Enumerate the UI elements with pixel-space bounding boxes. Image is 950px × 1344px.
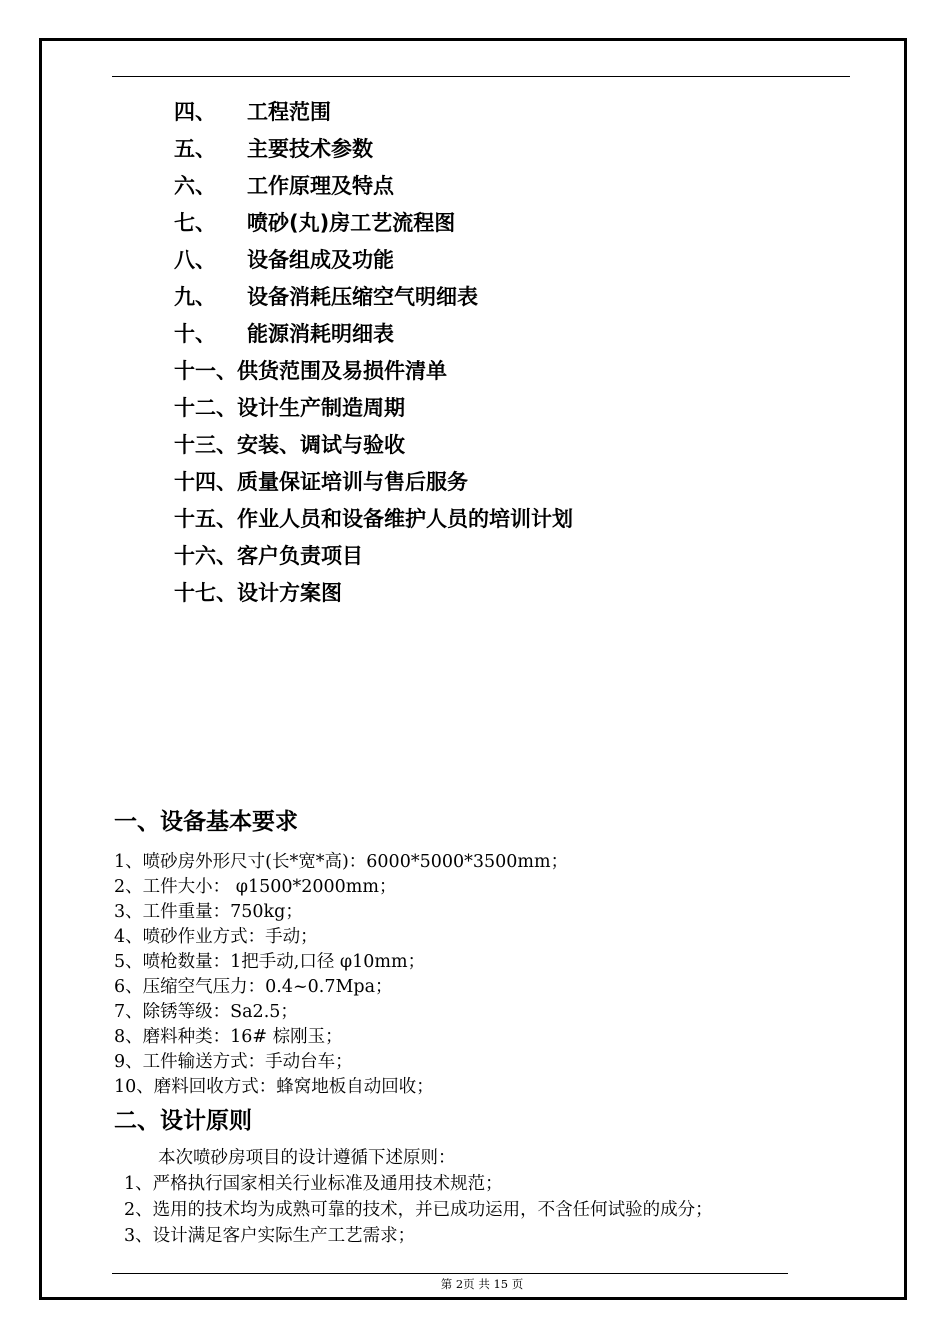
toc-item	[174, 170, 394, 200]
list-item: 3、工件重量：750kg；	[114, 902, 303, 922]
toc-item-number: 十二、	[174, 396, 237, 420]
toc-item-number: 十四、	[174, 470, 237, 494]
toc-item	[174, 540, 363, 570]
toc-item-number: 九、	[174, 285, 216, 309]
toc-item	[174, 244, 394, 274]
toc-item	[174, 355, 447, 385]
toc-item-title: 能源消耗明细表	[247, 322, 394, 346]
toc-item-number: 十三、	[174, 433, 237, 457]
toc-item-title: 工作原理及特点	[247, 174, 394, 198]
toc-item-number: 五、	[174, 137, 216, 161]
list-item: 3、设计满足客户实际生产工艺需求；	[124, 1226, 416, 1246]
toc-item-title: 设备消耗压缩空气明细表	[247, 285, 478, 309]
list-item: 1、喷砂房外形尺寸(长*宽*高)：6000*5000*3500mm；	[114, 852, 569, 872]
toc-item	[174, 96, 331, 126]
toc-item	[174, 207, 455, 237]
footer-rule	[112, 1273, 788, 1274]
toc-item	[174, 577, 342, 607]
toc-item-title: 工程范围	[247, 100, 331, 124]
toc-item	[174, 503, 573, 533]
toc-item-number: 八、	[174, 248, 216, 272]
toc-item	[174, 392, 405, 422]
list-item: 9、工件输送方式：手动台车；	[114, 1052, 353, 1072]
toc-item-title: 客户负责项目	[237, 544, 363, 568]
header-rule	[112, 76, 850, 77]
toc-item-title: 质量保证培训与售后服务	[237, 470, 468, 494]
list-item: 2、选用的技术均为成熟可靠的技术，并已成功运用，不含任何试验的成分；	[124, 1200, 713, 1220]
toc-item-title: 设计生产制造周期	[237, 396, 405, 420]
list-item: 10、磨料回收方式：蜂窝地板自动回收；	[114, 1077, 434, 1097]
toc-item-title: 喷砂(丸)房工艺流程图	[247, 211, 456, 235]
page-number: 第 2页 共 15 页	[440, 1277, 524, 1291]
list-item: 1、严格执行国家相关行业标准及通用技术规范；	[124, 1174, 503, 1194]
principles-intro: 本次喷砂房项目的设计遵循下述原则：	[158, 1148, 456, 1168]
toc-item-title: 供货范围及易损件清单	[237, 359, 447, 383]
section-heading-principles: 二、设计原则	[114, 1108, 252, 1134]
toc-item-number: 七、	[174, 211, 216, 235]
toc-item-number: 十六、	[174, 544, 237, 568]
toc-item	[174, 318, 394, 348]
toc-item-title: 作业人员和设备维护人员的培训计划	[237, 507, 573, 531]
list-item: 8、磨料种类：16# 棕刚玉；	[114, 1027, 343, 1047]
list-item: 6、压缩空气压力：0.4~0.7Mpa；	[114, 977, 393, 997]
toc-item-number: 十、	[174, 322, 216, 346]
toc-item-title: 设备组成及功能	[247, 248, 394, 272]
toc-item-title: 安装、调试与验收	[237, 433, 405, 457]
toc-item	[174, 281, 478, 311]
toc-item-title: 主要技术参数	[247, 137, 373, 161]
toc-item-number: 十五、	[174, 507, 237, 531]
toc-item-title: 设计方案图	[237, 581, 342, 605]
toc-item-number: 六、	[174, 174, 216, 198]
toc-item-number: 十七、	[174, 581, 237, 605]
list-item: 2、工件大小： φ1500*2000mm；	[114, 877, 397, 897]
list-item: 4、喷砂作业方式：手动；	[114, 927, 318, 947]
toc-item-number: 四、	[174, 100, 216, 124]
toc-item	[174, 429, 405, 459]
list-item: 7、除锈等级：Sa2.5；	[114, 1002, 298, 1022]
toc-item	[174, 133, 373, 163]
toc-item	[174, 466, 468, 496]
toc-item-number: 十一、	[174, 359, 237, 383]
list-item: 5、喷枪数量：1把手动,口径 φ10mm；	[114, 952, 426, 972]
section-heading-requirements: 一、设备基本要求	[114, 809, 298, 835]
